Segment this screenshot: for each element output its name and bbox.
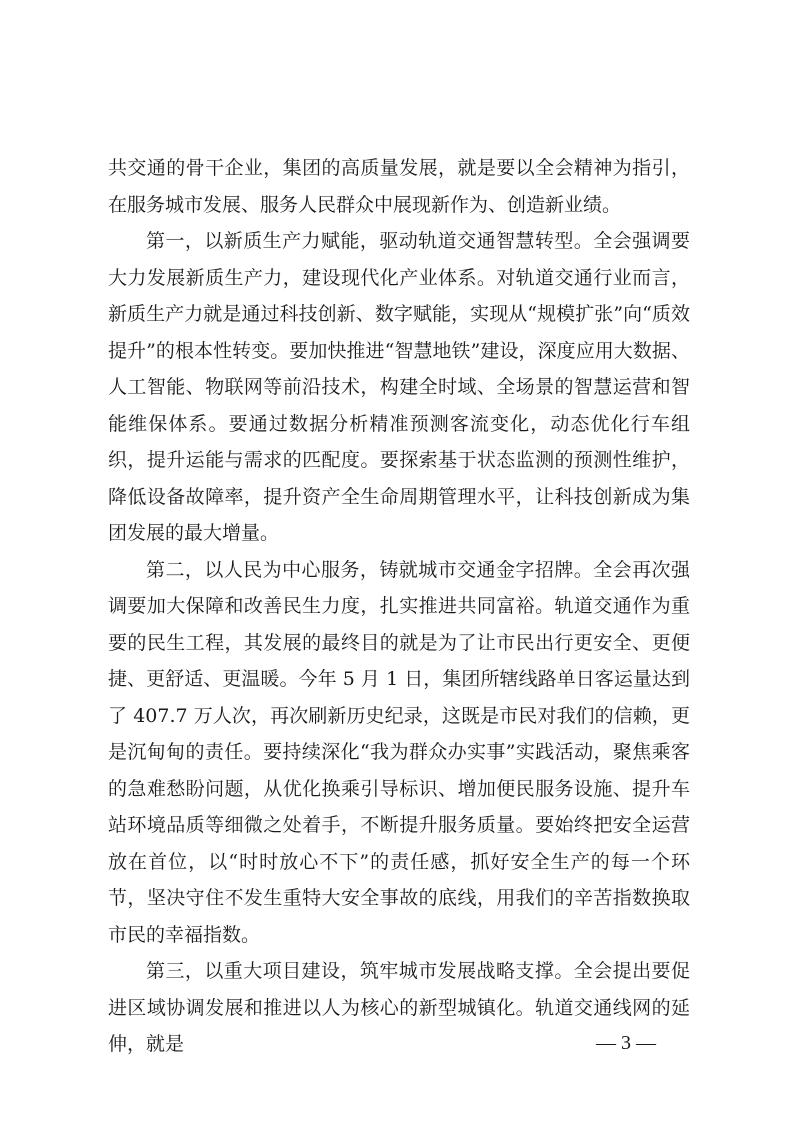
paragraph-1: 共交通的骨干企业，集团的高质量发展，就是要以全会精神为指引，在服务城市发展、服务人民群众中展现新作为、创造新业绩。 <box>108 157 690 216</box>
page-number: — 3 — <box>596 1032 656 1054</box>
body-text <box>108 150 690 1063</box>
paragraph-3: 第二，以人民为中心服务，铸就城市交通金字招牌。全会再次强调要加大保障和改善民生力度，扎实推进共同富裕。轨道交通作为重要的民生工程，其发展的最终目的就是为了让市民出行更安全、更便捷、更舒适、更温暖。今年 5 月 1 日，集团所辖线路单日客运量达到了 407.7 万人次，再次刷新历史纪录，这既是市民对我们的信赖，更是沉甸甸的责任。要持续深化“我为群众办实事”实践活动，聚焦乘客的急难愁盼问题，从优化换乘引导标识、增加便民服务设施、提升车站环境品质等细微之处着手，不断提升服务质量。要始终把安全运营放在首位，以“时时放心不下”的责任感，抓好安全生产的每一个环节，坚决守住不发生重特大安全事故的底线，用我们的辛苦指数换取市民的幸福指数。 <box>108 558 690 946</box>
paragraph-2: 第一，以新质生产力赋能，驱动轨道交通智慧转型。全会强调要大力发展新质生产力，建设现代化产业体系。对轨道交通行业而言，新质生产力就是通过科技创新、数字赋能，实现从“规模扩张”向“质效提升”的根本性转变。要加快推进“智慧地铁”建设，深度应用大数据、人工智能、物联网等前沿技术，构建全时域、全场景的智慧运营和智能维保体系。要通过数据分析精准预测客流变化，动态优化行车组织，提升运能与需求的匹配度。要探索基于状态监测的预测性维护，降低设备故障率，提升资产全生命周期管理水平，让科技创新成为集团发展的最大增量。 <box>108 230 690 544</box>
paragraph-4: 第三，以重大项目建设，筑牢城市发展战略支撑。全会提出要促进区域协调发展和推进以人为核心的新型城镇化。轨道交通线网的延伸，就是 <box>108 960 690 1055</box>
